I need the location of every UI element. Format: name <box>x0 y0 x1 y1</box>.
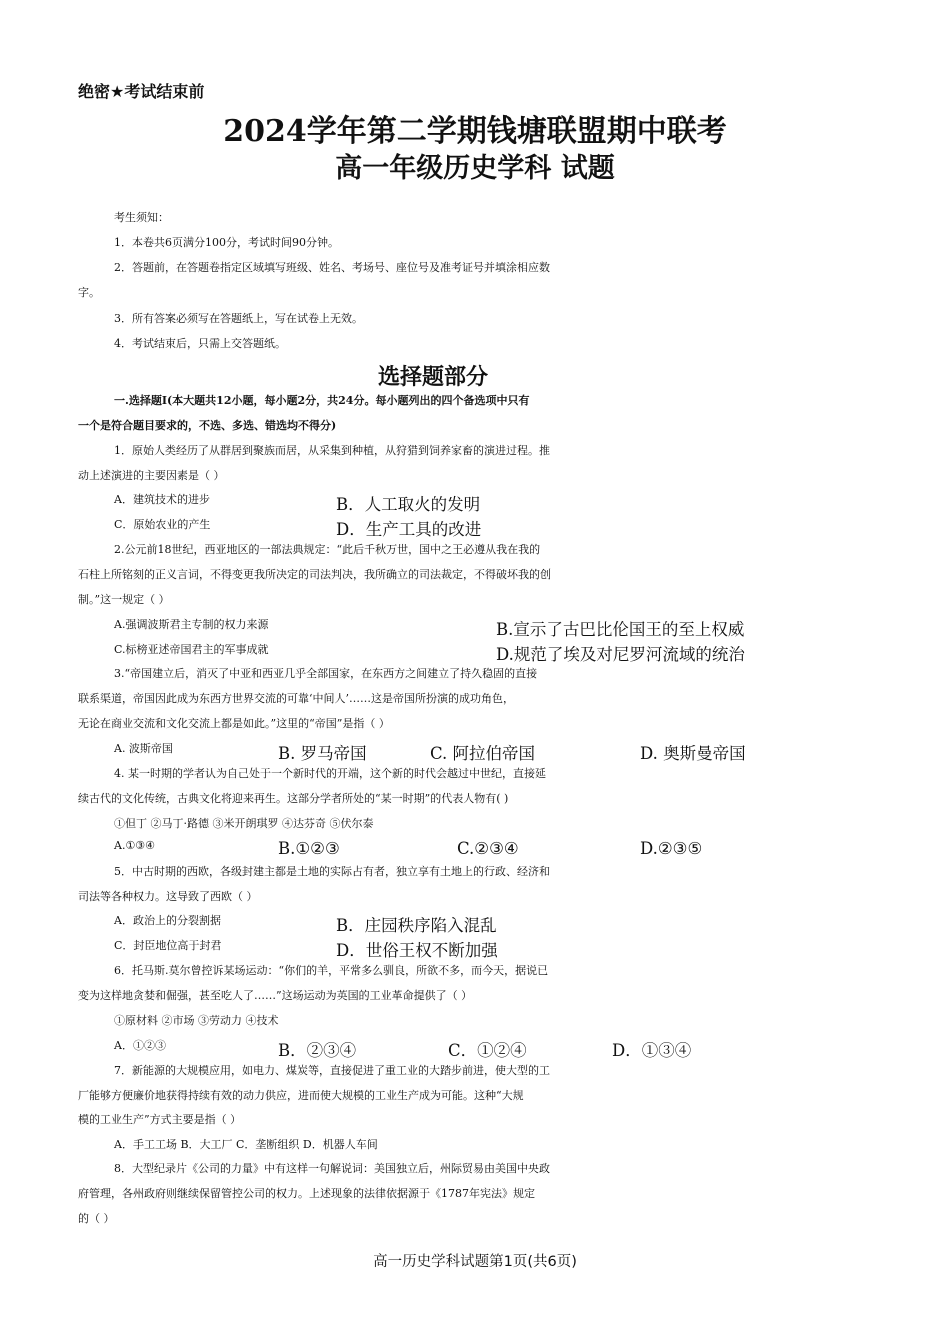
option-c: C.②③④ <box>457 839 519 858</box>
option-c: C.标榜亚述帝国君主的军事成就 <box>114 643 269 656</box>
question-3-stem: 无论在商业交流和文化交流上都是如此。”这里的“帝国”是指（ ） <box>78 717 390 730</box>
exam-subtitle: 高一年级历史学科 试题 <box>335 153 615 184</box>
option-c: C．封臣地位高于封君 <box>114 939 222 952</box>
question-1-stem: 1．原始人类经历了从群居到聚族而居，从采集到种植，从狩猎到饲养家畜的演进过程。推 <box>114 444 550 457</box>
question-4-stem: 4. 某一时期的学者认为自己处于一个新时代的开端，这个新的时代会越过中世纪，直接延 <box>114 767 546 780</box>
notice-item: 2．答题前，在答题卷指定区域填写班级、姓名、考场号、座位号及准考证号并填涂相应数 <box>114 261 550 274</box>
option-b: B.宣示了古巴比伦国王的至上权威 <box>496 620 745 639</box>
option-b: B. 罗马帝国 <box>278 744 367 763</box>
option-b: B．②③④ <box>278 1041 357 1060</box>
question-5-stem: 司法等各种权力。这导致了西欧（ ） <box>78 890 258 903</box>
notice-item: 3．所有答案必须写在答题纸上，写在试卷上无效。 <box>114 312 363 325</box>
question-8-stem: 8．大型纪录片《公司的力量》中有这样一句解说词：美国独立后，州际贸易由美国中央政 <box>114 1162 550 1175</box>
question-2-stem: 制。”这一规定（ ） <box>78 593 170 606</box>
option-d: D. 奥斯曼帝国 <box>640 744 746 763</box>
question-8-stem: 府管理，各州政府则继续保留管控公司的权力。上述现象的法律依据源于《1787年宪法》规定 <box>78 1187 535 1200</box>
option-d: D.②③⑤ <box>640 839 703 858</box>
section-instruction: 一个是符合题目要求的，不选、多选、错选均不得分) <box>78 419 337 432</box>
question-7-options: A．手工工场 B．大工厂 C．垄断组织 D．机器人车间 <box>114 1138 378 1151</box>
section-instruction: 一.选择题Ⅰ(本大题共12小题，每小题2分，共24分。每小题列出的四个备选项中只有 <box>114 394 530 407</box>
page-footer: 高一历史学科试题第1页(共6页) <box>373 1254 577 1270</box>
option-d: D．①③④ <box>612 1041 692 1060</box>
option-b: B.①②③ <box>278 839 340 858</box>
question-5-stem: 5．中古时期的西欧，各级封建主都是土地的实际占有者，独立享有土地上的行政、经济和 <box>114 865 550 878</box>
question-2-stem: 石柱上所铭刻的正义言词，不得变更我所决定的司法判决，我所确立的司法裁定，不得破坏我的创 <box>78 568 551 581</box>
question-8-stem: 的（ ） <box>78 1212 115 1225</box>
question-7-stem: 模的工业生产”方式主要是指（ ） <box>78 1113 242 1126</box>
question-6-items: ①原材料 ②市场 ③劳动力 ④技术 <box>114 1014 279 1027</box>
question-4-items: ①但丁 ②马丁·路德 ③米开朗琪罗 ④达芬奇 ⑤伏尔泰 <box>114 817 374 830</box>
notice-item: 4．考试结束后，只需上交答题纸。 <box>114 337 286 350</box>
question-7-stem: 7．新能源的大规模应用，如电力、煤炭等，直接促进了重工业的大踏步前进，使大型的工 <box>114 1064 550 1077</box>
option-a: A.①③④ <box>114 839 156 852</box>
confidential-label: 绝密★考试结束前 <box>78 82 205 101</box>
option-a: A．①②③ <box>114 1039 166 1052</box>
option-a: A．建筑技术的进步 <box>114 493 210 506</box>
option-c: C. 阿拉伯帝国 <box>430 744 536 763</box>
option-d: D.规范了埃及对尼罗河流域的统治 <box>496 645 745 664</box>
option-b: B．庄园秩序陷入混乱 <box>336 916 497 935</box>
exam-title: 2024学年第二学期钱塘联盟期中联考 <box>223 114 727 149</box>
option-c: C．原始农业的产生 <box>114 518 211 531</box>
option-d: D．世俗王权不断加强 <box>336 941 498 960</box>
option-c: C．①②④ <box>448 1041 527 1060</box>
notice-item: 1．本卷共6页满分100分，考试时间90分钟。 <box>114 236 339 249</box>
option-a: A. 波斯帝国 <box>114 742 173 755</box>
option-a: A.强调波斯君主专制的权力来源 <box>114 618 269 631</box>
question-2-stem: 2.公元前18世纪，西亚地区的一部法典规定：“此后千秋万世，国中之王必遵从我在我的 <box>114 543 541 556</box>
question-3-stem: 联系渠道，帝国因此成为东西方世界交流的可靠‘中间人’……这是帝国所扮演的成功角色， <box>78 692 514 705</box>
question-6-stem: 6．托马斯.莫尔曾控诉某场运动：“你们的羊，平常多么驯良，所欲不多，而今天，据说已 <box>114 964 549 977</box>
section-title: 选择题部分 <box>377 364 488 390</box>
option-a: A．政治上的分裂割据 <box>114 914 221 927</box>
question-1-stem: 动上述演进的主要因素是（ ） <box>78 469 225 482</box>
notice-heading: 考生须知： <box>114 211 169 224</box>
option-d: D．生产工具的改进 <box>336 520 482 539</box>
question-7-stem: 厂能够方便廉价地获得持续有效的动力供应，进而使大规模的工业生产成为可能。这种“大规 <box>78 1089 524 1102</box>
question-6-stem: 变为这样地贪婪和倔强，甚至吃人了……”这场运动为英国的工业革命提供了（ ） <box>78 989 473 1002</box>
notice-item: 字。 <box>78 286 100 299</box>
question-4-stem: 续古代的文化传统，古典文化将迎来再生。这部分学者所处的“某一时期”的代表人物有( ) <box>78 792 509 805</box>
option-b: B．人工取火的发明 <box>336 495 481 514</box>
question-3-stem: 3.“帝国建立后，消灭了中亚和西亚几乎全部国家，在东西方之间建立了持久稳固的直接 <box>114 667 538 680</box>
